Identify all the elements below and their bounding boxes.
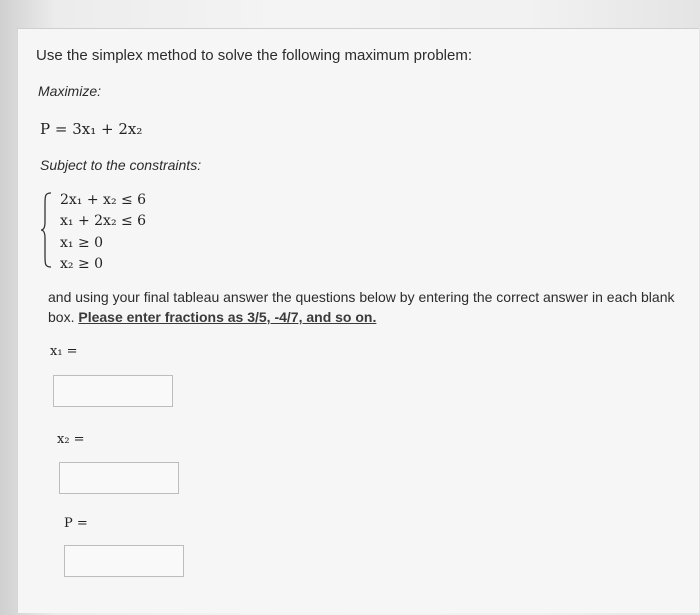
instructions-text: and using your final tableau answer the questions below by entering the correct answer in each blank box. xyxy=(48,289,675,325)
instructions xyxy=(48,287,688,327)
constraint-4: x₂ ≥ 0 xyxy=(60,256,104,272)
constraints-label: Subject to the constraints: xyxy=(40,157,202,173)
x2-answer-input[interactable] xyxy=(59,462,179,494)
x2-label: x₂ = xyxy=(57,432,85,447)
maximize-label: Maximize: xyxy=(38,83,102,99)
constraint-2: x₁ + 2x₂ ≤ 6 xyxy=(60,213,147,229)
x1-label: x₁ = xyxy=(50,344,78,359)
question-prompt: Use the simplex method to solve the following maximum problem: xyxy=(36,47,473,64)
p-label: P = xyxy=(64,516,88,531)
x1-answer-input[interactable] xyxy=(53,375,173,407)
p-answer-input[interactable] xyxy=(64,545,184,577)
fraction-format-note: Please enter fractions as 3/5, -4/7, and so on. xyxy=(78,309,377,325)
constraint-brace xyxy=(40,192,52,268)
objective-function: P = 3x₁ + 2x₂ xyxy=(40,120,143,138)
constraint-1: 2x₁ + x₂ ≤ 6 xyxy=(60,192,147,208)
constraint-3: x₁ ≥ 0 xyxy=(60,235,104,251)
